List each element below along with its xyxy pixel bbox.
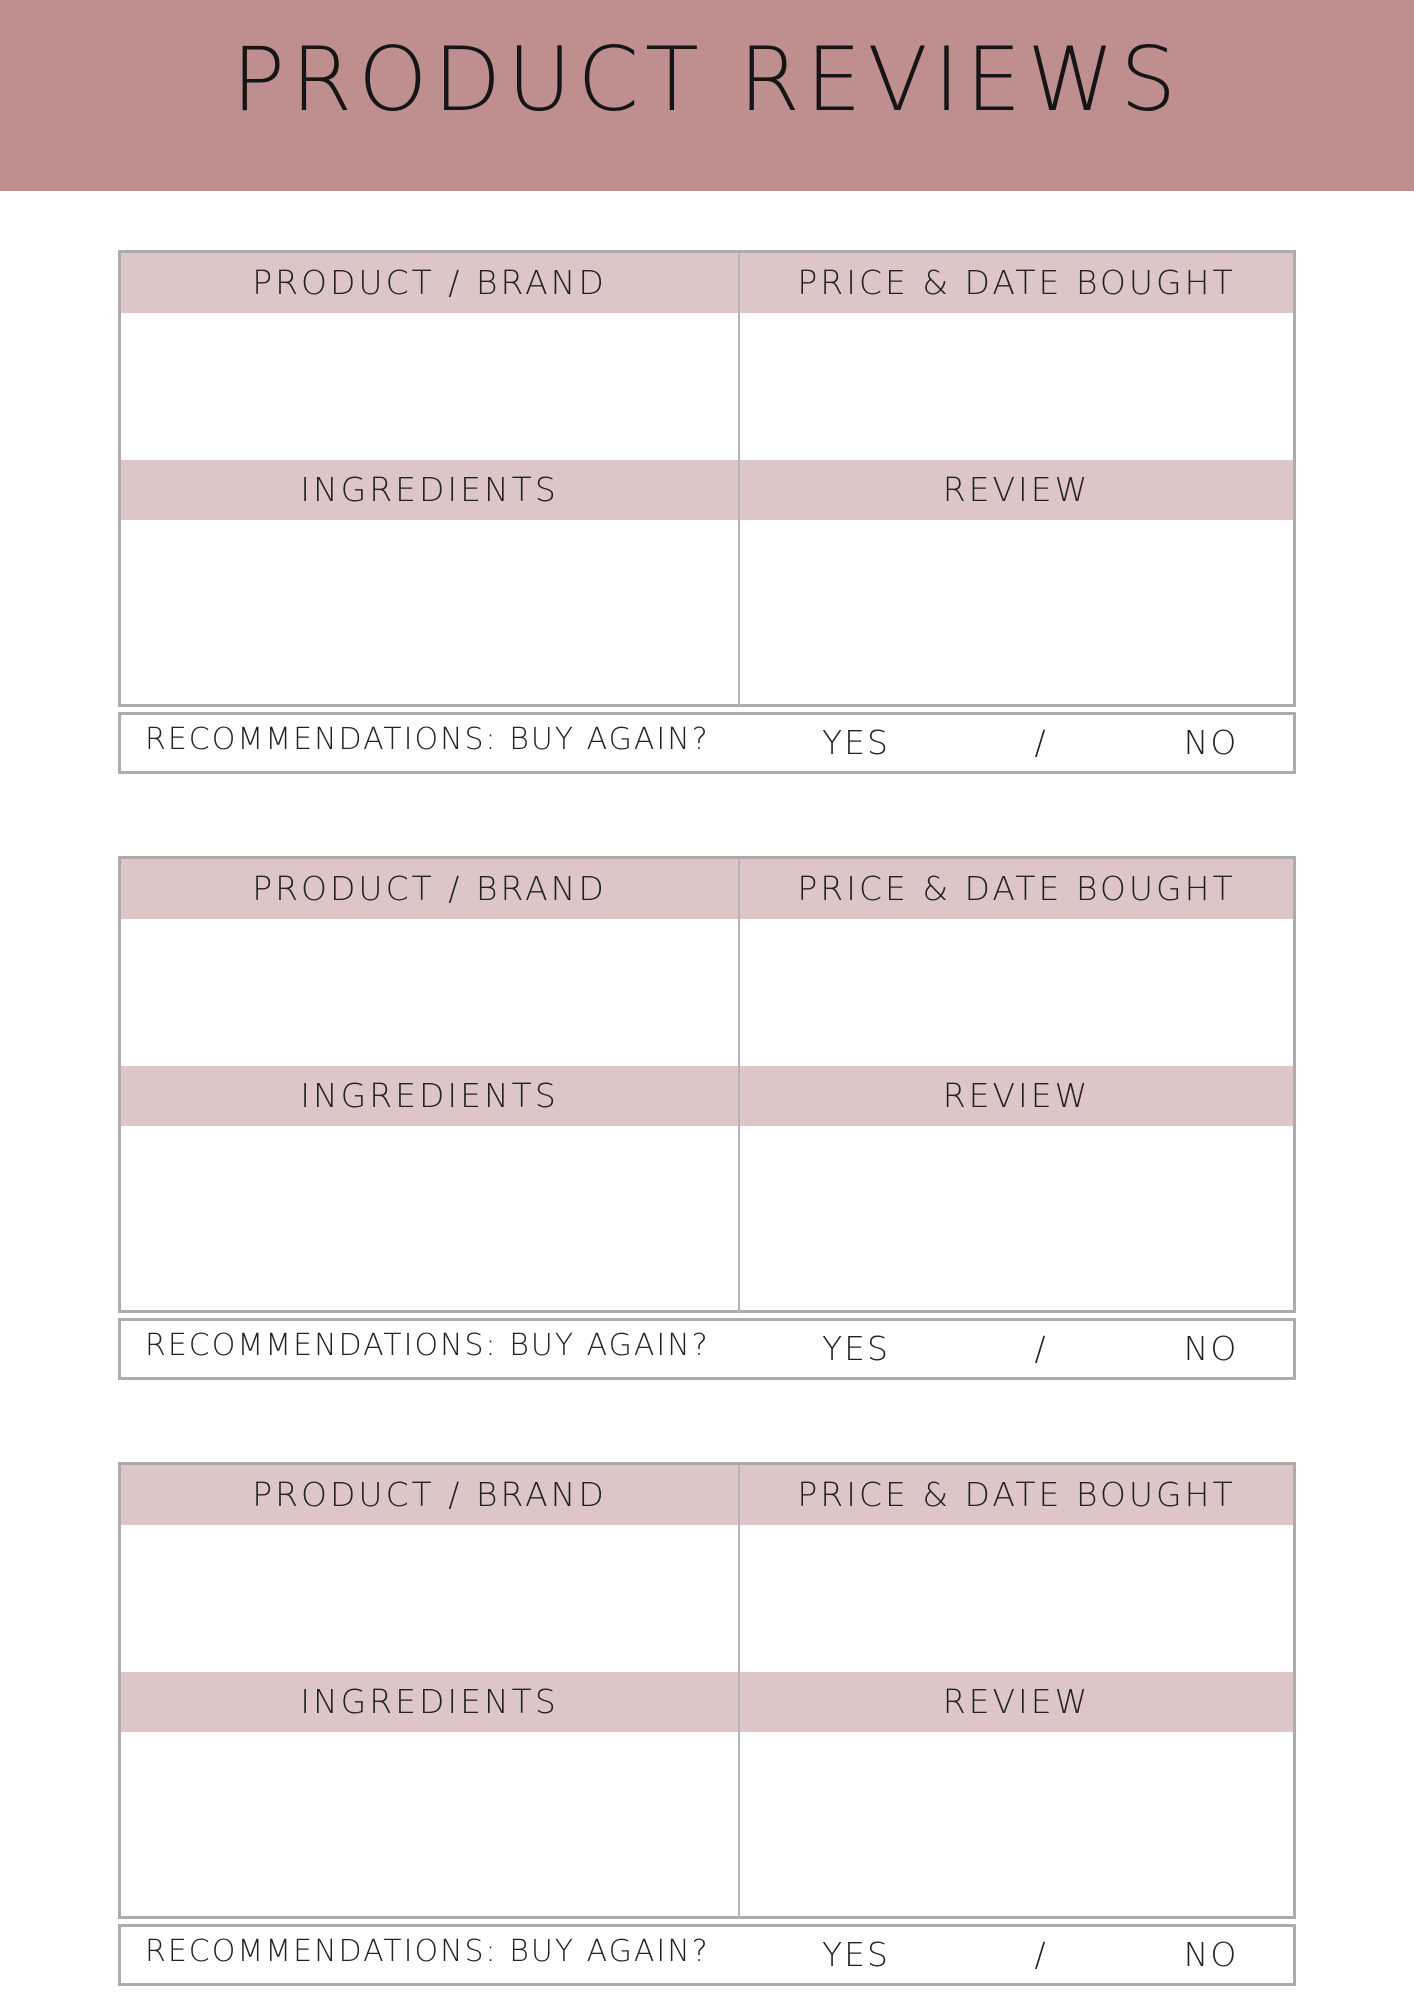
review-table: [118, 856, 1296, 1313]
header-band-top: [121, 1465, 1293, 1525]
yes-option: YES: [822, 723, 890, 762]
header-band-mid: [121, 460, 1293, 520]
yes-option: YES: [822, 1329, 890, 1368]
product-brand-label: PRODUCT / BRAND: [252, 869, 607, 908]
review-label: REVIEW: [942, 1682, 1091, 1721]
column-divider: [738, 253, 740, 707]
review-table: [118, 250, 1296, 707]
review-table: [118, 1462, 1296, 1919]
review-card-1: [118, 250, 1296, 774]
recommendation-row: [118, 1924, 1296, 1986]
recommendation-label: RECOMMENDATIONS: BUY AGAIN?: [145, 1328, 710, 1363]
recommendation-label: RECOMMENDATIONS: BUY AGAIN?: [145, 1934, 710, 1969]
price-date-label: PRICE & DATE BOUGHT: [797, 869, 1236, 908]
column-divider: [738, 859, 740, 1313]
product-brand-label: PRODUCT / BRAND: [252, 263, 607, 302]
product-brand-label: PRODUCT / BRAND: [252, 1475, 607, 1514]
no-option: NO: [1183, 723, 1239, 762]
column-divider: [738, 1465, 740, 1919]
ingredients-label: INGREDIENTS: [300, 1682, 559, 1721]
header-band-top: [121, 859, 1293, 919]
recommendation-label: RECOMMENDATIONS: BUY AGAIN?: [145, 722, 710, 757]
review-label: REVIEW: [942, 470, 1091, 509]
ingredients-label: INGREDIENTS: [300, 1076, 559, 1115]
header-band-mid: [121, 1066, 1293, 1126]
price-date-label: PRICE & DATE BOUGHT: [797, 263, 1236, 302]
price-date-label: PRICE & DATE BOUGHT: [797, 1475, 1236, 1514]
header-band-mid: [121, 1672, 1293, 1732]
yes-option: YES: [822, 1935, 890, 1974]
recommendation-row: [118, 1318, 1296, 1380]
option-separator: /: [1034, 1329, 1048, 1368]
option-separator: /: [1034, 723, 1048, 762]
review-card-2: [118, 856, 1296, 1380]
header-band-top: [121, 253, 1293, 313]
recommendation-row: [118, 712, 1296, 774]
review-label: REVIEW: [942, 1076, 1091, 1115]
review-card-3: [118, 1462, 1296, 1986]
ingredients-label: INGREDIENTS: [300, 470, 559, 509]
page-title: PRODUCT REVIEWS: [231, 28, 1183, 131]
no-option: NO: [1183, 1935, 1239, 1974]
no-option: NO: [1183, 1329, 1239, 1368]
option-separator: /: [1034, 1935, 1048, 1974]
